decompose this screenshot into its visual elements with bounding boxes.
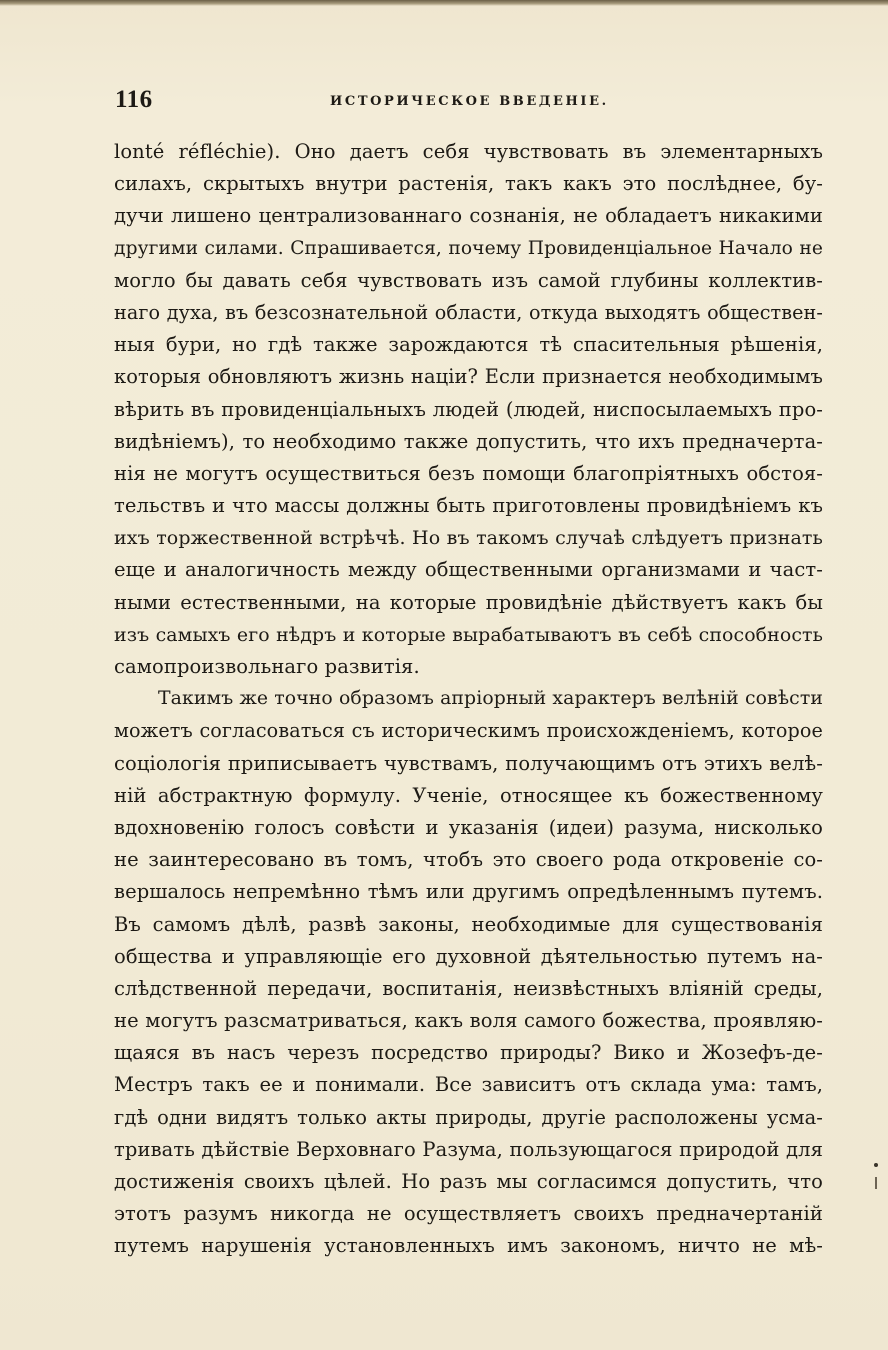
text-line: гдѣ одни видятъ только акты природы, другіе расположены усма-	[114, 1105, 823, 1129]
text-line: Местръ такъ ее и понимали. Все зависитъ отъ склада ума: тамъ,	[114, 1073, 823, 1097]
page-top-edge	[0, 0, 888, 6]
paragraph-2	[114, 683, 823, 1262]
text-line: еще и аналогичность между общественными организмами и част-	[114, 558, 823, 582]
text-line: ихъ торжественной встрѣчѣ. Но въ такомъ случаѣ слѣдуетъ признать	[114, 527, 823, 550]
text-line: тривать дѣйствіе Верховнаго Разума, пользующагося природой для	[114, 1137, 823, 1161]
text-line: lonté réfléchie). Оно даетъ себя чувствовать въ элементарныхъ	[114, 140, 823, 163]
text-line: ній абстрактную формулу. Ученіе, относящее къ божественному	[114, 783, 823, 807]
text-line: соціологія приписываетъ чувствамъ, получающимъ отъ этихъ велѣ-	[114, 751, 823, 775]
page-header	[115, 86, 825, 120]
text-line: тельствъ и что массы должны быть приготовлены провидѣніемъ къ	[114, 494, 823, 518]
page-number: 116	[115, 86, 153, 113]
text-line: слѣдственной передачи, воспитанія, неизвѣстныхъ вліяній среды,	[114, 976, 823, 1000]
text-line: ныя бури, но гдѣ также зарождаются тѣ спасительныя рѣшенія,	[114, 333, 823, 357]
text-line: силахъ, скрытыхъ внутри растенія, такъ какъ это послѣднее, бу-	[114, 172, 823, 196]
text-line: другими силами. Спрашивается, почему Провиденціальное Начало не	[114, 237, 823, 259]
text-line: путемъ нарушенія установленныхъ имъ закономъ, ничто не мѣ-	[114, 1234, 823, 1258]
text-line: самопроизвольнаго развитія.	[114, 655, 420, 678]
text-line: изъ самыхъ его нѣдръ и которые вырабатываютъ въ себѣ способность	[114, 623, 823, 646]
text-line: вдохновенію голосъ совѣсти и указанія (идеи) разума, нисколько	[114, 815, 823, 839]
text-line: этотъ разумъ никогда не осуществляетъ своихъ предначертаній	[114, 1202, 823, 1226]
text-line: могло бы давать себя чувствовать изъ самой глубины коллектив-	[114, 268, 823, 292]
text-line: Такимъ же точно образомъ апріорный характеръ велѣній совѣсти	[158, 688, 823, 710]
text-line: Въ самомъ дѣлѣ, развѣ законы, необходимые для существованія	[114, 912, 823, 936]
text-line: можетъ согласоваться съ историческимъ происхожденіемъ, которое	[114, 719, 823, 743]
text-line: вершалось непремѣнно тѣмъ или другимъ опредѣленнымъ путемъ.	[114, 880, 823, 904]
margin-ink-mark	[874, 1163, 879, 1193]
paragraph-1	[114, 136, 823, 683]
text-line: наго духа, въ безсознательной области, откуда выходятъ обществен-	[114, 300, 823, 324]
text-line: вѣрить въ провиденціальныхъ людей (людей, ниспосылаемыхъ про-	[114, 397, 823, 421]
text-line: ными естественными, на которые провидѣніе дѣйствуетъ какъ бы	[114, 590, 823, 614]
text-line: не могутъ разсматриваться, какъ воля самого божества, проявляю-	[114, 1009, 823, 1033]
text-line: видѣніемъ), то необходимо также допустить, что ихъ предначерта-	[114, 429, 823, 453]
ink-dot	[874, 1163, 878, 1167]
text-line: достиженія своихъ цѣлей. Но разъ мы согласимся допустить, что	[114, 1170, 823, 1193]
running-head: ИСТОРИЧЕСКОЕ ВВЕДЕНIЕ.	[330, 94, 609, 109]
body-text	[114, 136, 823, 1263]
text-line: общества и управляющіе его духовной дѣятельностью путемъ на-	[114, 944, 823, 968]
text-line: которыя обновляютъ жизнь націи? Если признается необходимымъ	[114, 365, 823, 389]
ink-dash	[875, 1177, 877, 1189]
text-line: не заинтересовано въ томъ, чтобъ это своего рода откровеніе со-	[114, 848, 823, 872]
text-line: щаяся въ насъ черезъ посредство природы? Вико и Жозефъ-де-	[114, 1041, 823, 1065]
text-line: дучи лишено централизованнаго сознанія, не обладаетъ никакими	[114, 204, 823, 228]
text-line: нія не могутъ осуществиться безъ помощи благопріятныхъ обстоя-	[114, 461, 823, 485]
